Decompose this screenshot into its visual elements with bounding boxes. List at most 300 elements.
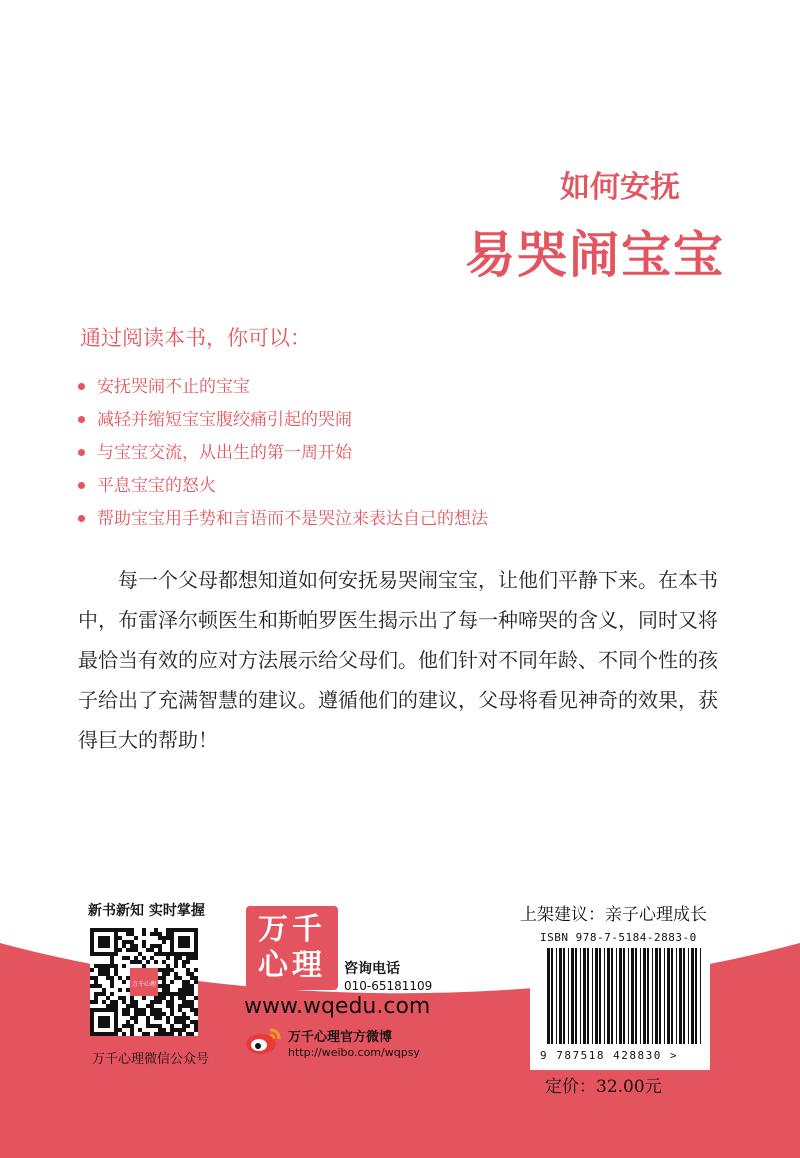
qr-module: [98, 1024, 102, 1028]
qr-module: [142, 932, 146, 936]
intro-heading: 通过阅读本书，你可以：: [80, 326, 311, 350]
qr-module: [102, 1032, 106, 1036]
qr-module: [102, 940, 106, 944]
qr-module: [170, 1032, 174, 1036]
qr-code: [90, 928, 198, 1036]
qr-module: [162, 980, 166, 984]
qr-module: [150, 1012, 154, 1016]
qr-module: [114, 932, 118, 936]
barcode-bar: [619, 948, 622, 1044]
weibo-account-name: 万千心理官方微博: [288, 1030, 393, 1045]
qr-module: [102, 952, 106, 956]
qr-module: [114, 944, 118, 948]
qr-module: [134, 1016, 138, 1020]
qr-module: [158, 996, 162, 1000]
qr-module: [102, 964, 106, 968]
qr-module: [126, 1008, 130, 1012]
qr-module: [134, 944, 138, 948]
qr-module: [110, 1004, 114, 1008]
qr-module: [134, 1000, 138, 1004]
qr-module: [114, 964, 118, 968]
qr-module: [186, 928, 190, 932]
qr-module: [106, 964, 110, 968]
qr-module: [194, 980, 198, 984]
qr-module: [154, 944, 158, 948]
qr-module: [110, 980, 114, 984]
qr-module: [190, 976, 194, 980]
barcode-bar: [679, 948, 682, 1044]
qr-module: [142, 1012, 146, 1016]
qr-module: [114, 1008, 118, 1012]
barcode-bar: [647, 948, 649, 1044]
barcode-bar: [643, 948, 646, 1044]
qr-module: [98, 952, 102, 956]
qr-module: [130, 1000, 134, 1004]
qr-module: [166, 964, 170, 968]
qr-module: [106, 1020, 110, 1024]
qr-module: [194, 956, 198, 960]
qr-module: [98, 928, 102, 932]
qr-module: [158, 944, 162, 948]
qr-module: [146, 1004, 150, 1008]
qr-module: [166, 932, 170, 936]
shelf-suggestion: 上架建议：亲子心理成长: [520, 905, 707, 925]
qr-module: [150, 956, 154, 960]
list-item-text: 帮助宝宝用手势和言语而不是哭泣来表达自己的想法: [97, 508, 488, 529]
qr-module: [94, 1032, 98, 1036]
barcode-bar: [640, 948, 641, 1044]
qr-module: [98, 964, 102, 968]
qr-module: [90, 952, 94, 956]
qr-module: [118, 936, 122, 940]
qr-module: [114, 928, 118, 932]
qr-module: [142, 996, 146, 1000]
qr-module: [186, 956, 190, 960]
qr-module: [186, 1016, 190, 1020]
qr-module: [170, 952, 174, 956]
qr-module: [106, 972, 110, 976]
qr-module: [170, 940, 174, 944]
qr-module: [102, 968, 106, 972]
qr-module: [106, 936, 110, 940]
qr-module: [174, 1016, 178, 1020]
qr-module: [122, 956, 126, 960]
barcode-bar: [628, 948, 629, 1044]
qr-module: [94, 1008, 98, 1012]
bullet-icon: [78, 482, 85, 489]
qr-module: [142, 940, 146, 944]
qr-module: [122, 1000, 126, 1004]
qr-module: [118, 976, 122, 980]
qr-module: [114, 1000, 118, 1004]
list-item: [78, 403, 488, 436]
barcode-bar: [583, 948, 586, 1044]
qr-module: [162, 1032, 166, 1036]
qr-module: [106, 996, 110, 1000]
qr-module: [150, 1008, 154, 1012]
qr-module: [122, 996, 126, 1000]
book-subtitle: 如何安抚: [560, 170, 680, 205]
qr-module: [98, 992, 102, 996]
qr-module: [118, 996, 122, 1000]
qr-module: [170, 996, 174, 1000]
qr-module: [166, 1016, 170, 1020]
qr-module: [182, 996, 186, 1000]
qr-module: [174, 928, 178, 932]
qr-module: [94, 952, 98, 956]
qr-module: [106, 1016, 110, 1020]
barcode-bar: [595, 948, 598, 1044]
qr-module: [170, 980, 174, 984]
qr-module: [182, 928, 186, 932]
qr-module: [98, 984, 102, 988]
barcode-bar: [568, 948, 569, 1044]
qr-module: [182, 1012, 186, 1016]
weibo-url: http://weibo.com/wqpsy: [288, 1046, 420, 1059]
barcode-bar: [599, 948, 601, 1044]
qr-module: [114, 1020, 118, 1024]
qr-module: [166, 1004, 170, 1008]
qr-module: [182, 1028, 186, 1032]
barcode-bar: [571, 948, 574, 1044]
qr-module: [158, 936, 162, 940]
list-item: [78, 436, 488, 469]
qr-module: [170, 968, 174, 972]
barcode-bar: [683, 948, 685, 1044]
barcode-bar: [691, 948, 694, 1044]
qr-module: [166, 936, 170, 940]
qr-module: [142, 964, 146, 968]
qr-module: [110, 956, 114, 960]
qr-module: [178, 936, 182, 940]
bullet-icon: [78, 449, 85, 456]
qr-caption-bottom: 万千心理微信公众号: [92, 1052, 210, 1067]
qr-module: [130, 1004, 134, 1008]
qr-module: [106, 968, 110, 972]
qr-module: [134, 1004, 138, 1008]
qr-module: [126, 948, 130, 952]
qr-module: [178, 1008, 182, 1012]
qr-module: [166, 984, 170, 988]
qr-module: [118, 988, 122, 992]
qr-module: [154, 1000, 158, 1004]
barcode-digits: 9 787518 428830 >: [540, 1049, 679, 1062]
barcode-bar: [559, 948, 562, 1044]
qr-module: [178, 956, 182, 960]
qr-module: [142, 1032, 146, 1036]
qr-module: [158, 1024, 162, 1028]
qr-module: [130, 1016, 134, 1020]
qr-module: [182, 1004, 186, 1008]
qr-module: [158, 1012, 162, 1016]
qr-module: [154, 1012, 158, 1016]
qr-module: [110, 1032, 114, 1036]
qr-module: [174, 964, 178, 968]
qr-module: [190, 1032, 194, 1036]
qr-module: [138, 1012, 142, 1016]
qr-module: [190, 984, 194, 988]
barcode-bar: [616, 948, 617, 1044]
qr-module: [170, 1028, 174, 1032]
qr-module: [182, 1016, 186, 1020]
qr-module: [90, 948, 94, 952]
qr-module: [166, 972, 170, 976]
qr-module: [190, 956, 194, 960]
qr-module: [106, 952, 110, 956]
barcode-bar: [688, 948, 689, 1044]
qr-module: [130, 944, 134, 948]
qr-module: [102, 1024, 106, 1028]
qr-module: [178, 940, 182, 944]
qr-module: [166, 1000, 170, 1004]
qr-module: [190, 988, 194, 992]
qr-module: [98, 936, 102, 940]
qr-module: [182, 980, 186, 984]
qr-module: [130, 948, 134, 952]
qr-module: [182, 1020, 186, 1024]
qr-module: [94, 976, 98, 980]
qr-module: [122, 1024, 126, 1028]
qr-module: [170, 1012, 174, 1016]
qr-module: [110, 964, 114, 968]
qr-module: [162, 992, 166, 996]
qr-module: [182, 992, 186, 996]
qr-module: [94, 928, 98, 932]
book-title: 易哭闹宝宝: [465, 226, 725, 284]
bullet-icon: [78, 515, 85, 522]
barcode-bar: [563, 948, 565, 1044]
qr-module: [162, 1028, 166, 1032]
qr-module: [130, 932, 134, 936]
qr-module: [154, 1016, 158, 1020]
qr-module: [110, 1000, 114, 1004]
barcode-bar: [655, 948, 658, 1044]
qr-module: [90, 1032, 94, 1036]
publisher-logo: [246, 906, 338, 990]
qr-module: [194, 1024, 198, 1028]
qr-module: [98, 1032, 102, 1036]
barcode-bar: [611, 948, 613, 1044]
barcode-bar: [700, 948, 701, 1044]
qr-module: [194, 1008, 198, 1012]
barcode-bar: [556, 948, 557, 1044]
qr-module: [158, 952, 162, 956]
qr-module: [98, 1016, 102, 1020]
qr-module: [166, 1032, 170, 1036]
qr-module: [194, 1020, 198, 1024]
qr-module: [122, 1008, 126, 1012]
qr-module: [150, 1024, 154, 1028]
qr-module: [158, 976, 162, 980]
qr-module: [154, 960, 158, 964]
qr-module: [126, 988, 130, 992]
qr-module: [178, 1032, 182, 1036]
qr-module: [178, 1028, 182, 1032]
qr-module: [166, 952, 170, 956]
qr-module: [98, 972, 102, 976]
qr-module: [142, 956, 146, 960]
qr-module: [162, 988, 166, 992]
qr-module: [174, 960, 178, 964]
qr-module: [130, 940, 134, 944]
qr-module: [162, 968, 166, 972]
qr-module: [142, 1008, 146, 1012]
barcode-bar: [664, 948, 665, 1044]
qr-module: [90, 1000, 94, 1004]
qr-module: [170, 928, 174, 932]
qr-module: [186, 1000, 190, 1004]
qr-module: [178, 952, 182, 956]
qr-module: [90, 1008, 94, 1012]
logo-line-1: 万千: [258, 912, 326, 947]
qr-module: [118, 948, 122, 952]
qr-module: [90, 932, 94, 936]
qr-module: [90, 1016, 94, 1020]
qr-module: [126, 1004, 130, 1008]
qr-module: [98, 1008, 102, 1012]
list-item: [78, 469, 488, 502]
qr-module: [90, 940, 94, 944]
qr-module: [118, 928, 122, 932]
qr-module: [126, 940, 130, 944]
qr-module: [162, 960, 166, 964]
qr-module: [186, 968, 190, 972]
qr-module: [114, 1016, 118, 1020]
qr-module: [90, 1028, 94, 1032]
qr-module: [178, 944, 182, 948]
qr-module: [162, 1012, 166, 1016]
qr-module: [154, 1024, 158, 1028]
qr-module: [106, 1004, 110, 1008]
qr-module: [174, 1028, 178, 1032]
qr-module: [150, 944, 154, 948]
qr-module: [110, 1008, 114, 1012]
barcode-bar: [607, 948, 610, 1044]
qr-module: [194, 976, 198, 980]
qr-module: [194, 940, 198, 944]
qr-module: [178, 992, 182, 996]
qr-module: [134, 1012, 138, 1016]
qr-module: [150, 932, 154, 936]
qr-module: [122, 928, 126, 932]
qr-module: [130, 1032, 134, 1036]
barcode-bar: [667, 948, 670, 1044]
qr-module: [158, 948, 162, 952]
qr-module: [154, 1032, 158, 1036]
qr-module: [166, 968, 170, 972]
qr-module: [106, 976, 110, 980]
barcode-bar: [676, 948, 677, 1044]
qr-module: [102, 992, 106, 996]
qr-module: [170, 932, 174, 936]
qr-module: [98, 944, 102, 948]
qr-module: [102, 928, 106, 932]
list-item-text: 减轻并缩短宝宝腹绞痛引起的哭闹: [97, 409, 352, 430]
qr-module: [134, 948, 138, 952]
qr-module: [114, 968, 118, 972]
qr-module: [170, 936, 174, 940]
qr-module: [182, 1000, 186, 1004]
qr-module: [114, 1028, 118, 1032]
qr-module: [154, 1008, 158, 1012]
qr-module: [102, 944, 106, 948]
qr-code-graphic: [90, 928, 198, 1036]
qr-module: [162, 976, 166, 980]
qr-module: [122, 944, 126, 948]
qr-module: [174, 992, 178, 996]
qr-module: [130, 1024, 134, 1028]
qr-module: [190, 992, 194, 996]
qr-module: [130, 928, 134, 932]
qr-module: [190, 972, 194, 976]
qr-module: [154, 928, 158, 932]
qr-module: [182, 960, 186, 964]
qr-module: [186, 1032, 190, 1036]
qr-module: [186, 940, 190, 944]
barcode-bar: [580, 948, 581, 1044]
qr-module: [94, 992, 98, 996]
qr-module: [166, 992, 170, 996]
qr-module: [170, 1004, 174, 1008]
qr-module: [94, 996, 98, 1000]
list-item: [78, 370, 488, 403]
qr-module: [186, 1004, 190, 1008]
qr-module: [110, 984, 114, 988]
qr-module: [186, 960, 190, 964]
qr-module: [190, 952, 194, 956]
list-item-text: 平息宝宝的怒火: [97, 475, 216, 496]
qr-module: [174, 1020, 178, 1024]
qr-module: [94, 964, 98, 968]
qr-module: [134, 960, 138, 964]
qr-module: [158, 984, 162, 988]
qr-module: [114, 1024, 118, 1028]
qr-module: [90, 936, 94, 940]
qr-module: [114, 1032, 118, 1036]
qr-module: [94, 1000, 98, 1004]
qr-module: [178, 1016, 182, 1020]
qr-module: [190, 928, 194, 932]
barcode-bar: [695, 948, 697, 1044]
qr-module: [106, 928, 110, 932]
barcode-bar: [635, 948, 637, 1044]
qr-module: [190, 1020, 194, 1024]
hotline-number: 010-65181109: [344, 979, 433, 993]
qr-module: [90, 976, 94, 980]
qr-module: [146, 1016, 150, 1020]
qr-module: [182, 952, 186, 956]
isbn-number: ISBN 978-7-5184-2883-0: [540, 931, 697, 944]
qr-module: [194, 1012, 198, 1016]
qr-module: [90, 1024, 94, 1028]
qr-module: [150, 1004, 154, 1008]
qr-module: [90, 944, 94, 948]
qr-module: [194, 996, 198, 1000]
qr-module: [146, 1020, 150, 1024]
qr-module: [158, 1032, 162, 1036]
qr-module: [158, 1000, 162, 1004]
qr-module: [162, 984, 166, 988]
barcode-bar: [551, 948, 553, 1044]
qr-module: [162, 936, 166, 940]
qr-module: [178, 996, 182, 1000]
qr-module: [154, 952, 158, 956]
benefit-list: [78, 370, 488, 535]
qr-module: [114, 948, 118, 952]
qr-module: [158, 968, 162, 972]
qr-module: [134, 1020, 138, 1024]
qr-module: [114, 972, 118, 976]
